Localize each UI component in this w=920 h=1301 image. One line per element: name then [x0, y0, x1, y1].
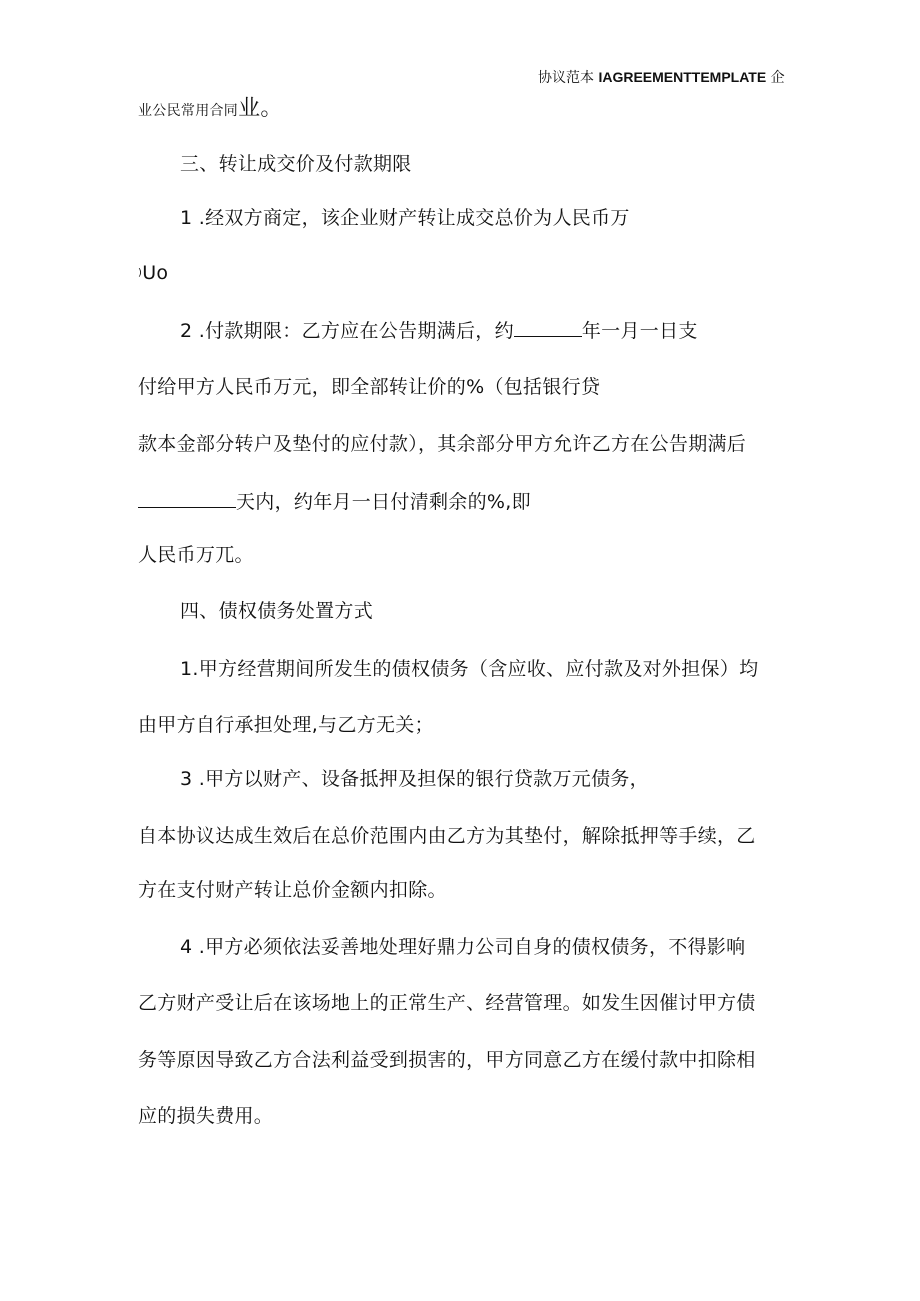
paren-mark: ): [138, 267, 143, 279]
section-4-item-4-line-3: 务等原因导致乙方合法利益受到损害的，甲方同意乙方在缓付款中扣除相: [138, 1049, 756, 1071]
section-3-item-2-line-2: 付给甲方人民币万元，即全部转让价的%（包括银行贷: [138, 376, 601, 398]
section-3-item-1-line-1: 1 .经双方商定，该企业财产转让成交总价为人民币万: [180, 207, 630, 229]
section-4-item-4-line-2: 乙方财产受让后在该场地上的正常生产、经营管理。如发生因催讨甲方债: [138, 992, 756, 1014]
header-cont-big: 业。: [238, 96, 283, 121]
section-4-title: 四、债权债务处置方式: [180, 600, 374, 622]
section-3-title: 三、转让成交价及付款期限: [180, 153, 412, 175]
section-4-item-3-line-3: 方在支付财产转让总价金额内扣除。: [138, 879, 447, 901]
section-4-item-4-line-1: 4 .甲方必须依法妥善地处理好鼎力公司自身的债权债务，不得影响: [180, 936, 746, 958]
section-3-item-2-line-4: [138, 489, 531, 514]
section-4-item-3-line-1: 3 .甲方以财产、设备抵押及担保的银行贷款万元债务，: [180, 768, 649, 790]
section-3-item-1-tail: Uo: [142, 262, 169, 284]
blank-underline: [514, 318, 582, 337]
header-template-label: IAGREEMENTTEMPLATE: [598, 69, 767, 85]
section-3-item-1-line-2: [138, 261, 168, 286]
header-prefix: 协议范本: [538, 70, 599, 86]
section-3-item-2-line-5: 人民币万兀。: [138, 544, 254, 566]
header-cont-small: 业公民常用合同: [138, 103, 239, 119]
header-continuation: [138, 97, 283, 123]
blank-underline: [138, 489, 236, 508]
section-4-item-1-line-2: 由甲方自行承担处理,与乙方无关；: [138, 714, 434, 736]
section-4-item-3-line-2: 自本协议达成生效后在总价范围内由乙方为其垫付，解除抵押等手续，乙: [138, 825, 756, 847]
item-2-text-b: 年一月一日支: [581, 320, 698, 342]
header-suffix: 企: [766, 70, 785, 86]
page-header: [538, 68, 785, 87]
item-2-line-4-text: 天内，约年月一日付清剩余的%,即: [236, 491, 531, 513]
item-2-text-a: 2 .付款期限：乙方应在公告期满后，约: [180, 320, 514, 342]
section-4-item-4-line-4: 应的损失费用。: [138, 1105, 274, 1127]
section-3-item-2-line-1: [180, 318, 698, 343]
section-4-item-1-line-1: 1.甲方经营期间所发生的债权债务（含应收、应付款及对外担保）均: [180, 658, 759, 680]
section-3-item-2-line-3: 款本金部分转户及垫付的应付款），其余部分甲方允许乙方在公告期满后: [138, 433, 747, 455]
